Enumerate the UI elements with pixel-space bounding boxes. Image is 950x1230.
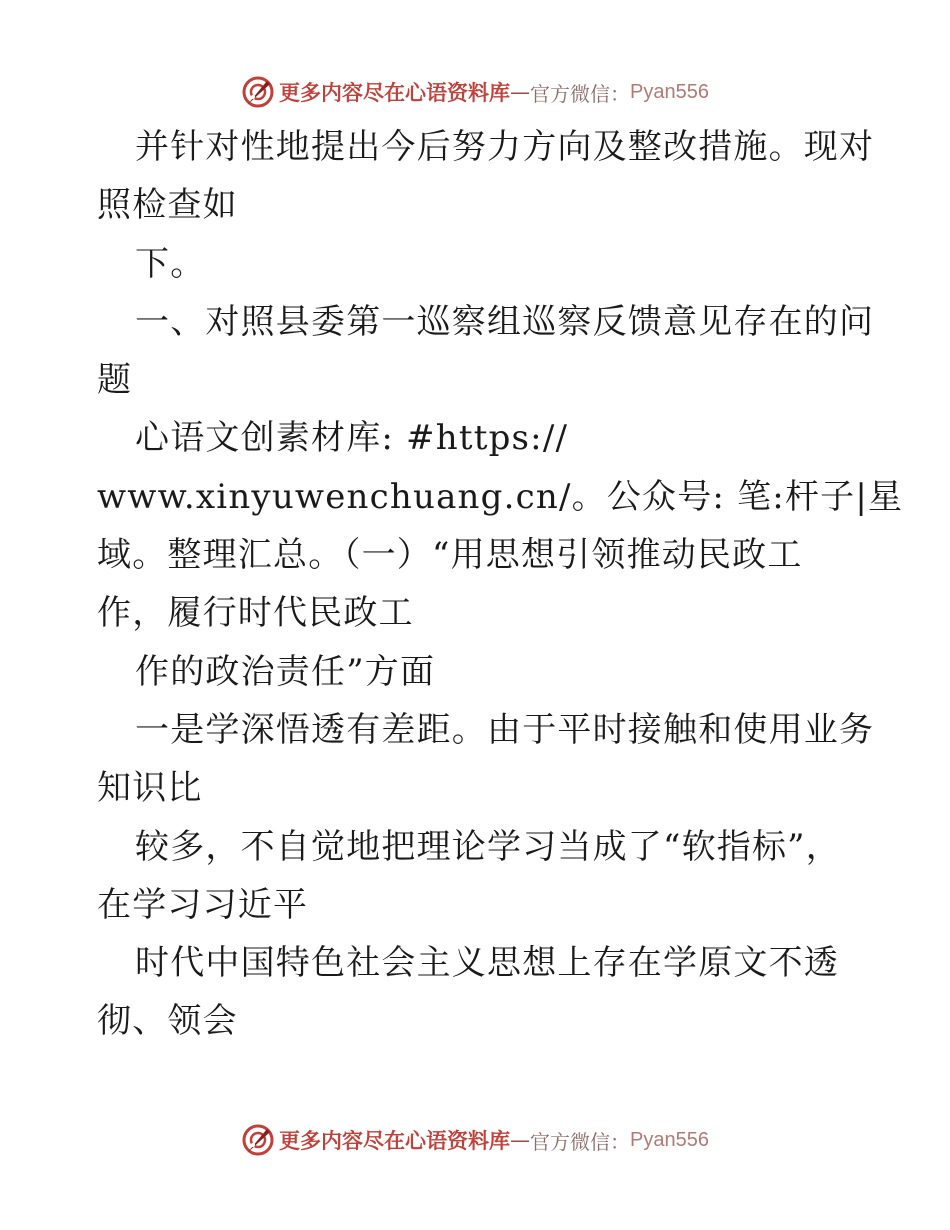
section-heading-line: 一、对照县委第一巡察组巡察反馈意见存在的问 [135, 301, 875, 342]
source-line: 心语文创素材库: #https:// [135, 418, 569, 459]
footer-banner [0, 1120, 950, 1160]
banner-title: 更多内容尽在心语资料库 [279, 1128, 511, 1153]
quill-logo-icon [241, 1123, 275, 1157]
header-banner [0, 72, 950, 112]
paragraph-line: 下。 [135, 243, 206, 284]
banner-wechat-id: Pyan556 [630, 80, 709, 103]
paragraph-line: 时代中国特色社会主义思想上存在学原文不透 [135, 943, 839, 984]
banner-title: 更多内容尽在心语资料库 [279, 80, 511, 105]
banner-wechat-label: 官方微信： [530, 1129, 631, 1154]
paragraph-line: 作，履行时代民政工 [97, 593, 414, 634]
banner-dash: — [510, 1128, 531, 1152]
paragraph-line: 在学习习近平 [97, 884, 309, 925]
paragraph-line: 较多，不自觉地把理论学习当成了“软指标”， [135, 826, 841, 867]
banner-wechat-id: Pyan556 [630, 1128, 709, 1151]
quill-logo-icon [241, 75, 275, 109]
paragraph-line: 彻、领会 [97, 1001, 238, 1042]
paragraph-line: 一是学深悟透有差距。由于平时接触和使用业务 [135, 709, 875, 750]
document-body [97, 118, 904, 1051]
source-line: www.xinyuwenchuang.cn/。公众号: 笔:杆子|星 [97, 476, 904, 517]
paragraph-line: 并针对性地提出今后努力方向及整改措施。现对 [135, 127, 875, 167]
banner-dash: — [510, 80, 531, 104]
section-heading-line: 题 [97, 360, 133, 401]
paragraph-line: 域。整理汇总。（一）“用思想引领推动民政工 [97, 535, 803, 576]
paragraph-line: 照检查如 [97, 185, 238, 226]
paragraph-line: 知识比 [97, 768, 203, 809]
paragraph-line: 作的政治责任”方面 [135, 651, 436, 692]
banner-wechat-label: 官方微信： [530, 81, 631, 106]
